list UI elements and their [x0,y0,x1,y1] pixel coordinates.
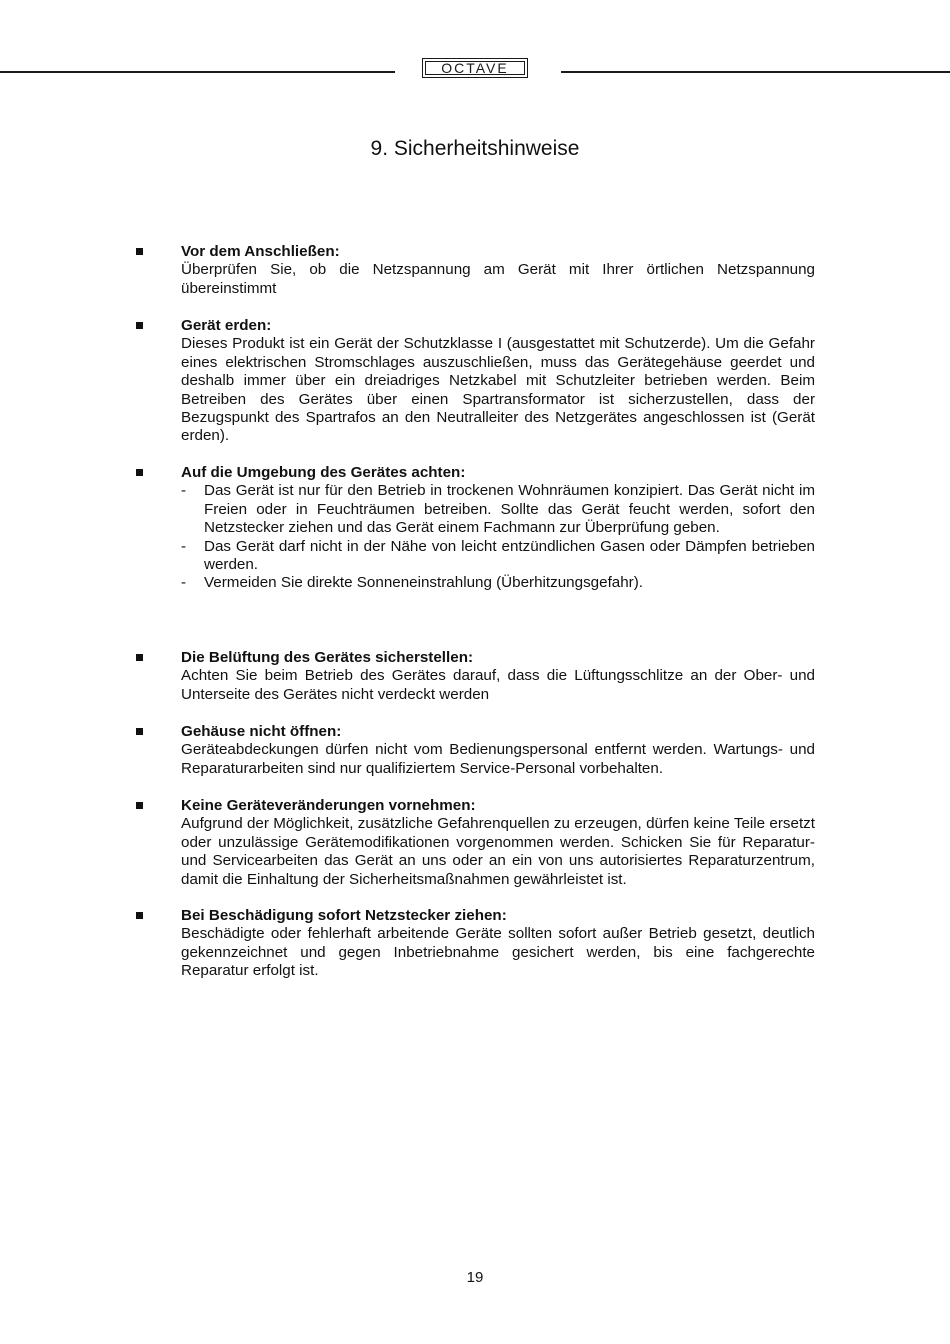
list-item [181,538,815,575]
section-heading: Gerät erden: [181,317,272,334]
safety-section [181,243,815,298]
section-heading: Die Belüftung des Gerätes sicherstellen: [181,649,474,666]
safety-section [181,907,815,981]
header-rule-right [561,71,950,73]
section-heading: Vor dem Anschließen: [181,243,340,260]
section-heading: Gehäuse nicht öffnen: [181,723,342,740]
list-item-text: Das Gerät darf nicht in der Nähe von leicht entzündlichen Gasen oder Dämpfen betrieben werden. [204,537,815,574]
section-body: Achten Sie beim Betrieb des Gerätes darauf, dass die Lüftungsschlitze an der Ober- und Unterseite des Gerätes nicht verdeckt werden [181,667,815,703]
list-item-text: Das Gerät ist nur für den Betrieb in trockenen Wohnräumen konzipiert. Das Gerät nicht im Freien oder in Feuchträumen betreiben. Sollte das Gerät feucht werden, sofort den Netzstecker ziehen und das Gerät einem Fachmann zur Überprüfung geben. [204,482,815,537]
safety-section [181,317,815,446]
section-body: Geräteabdeckungen dürfen nicht vom Bedienungspersonal entfernt werden. Wartungs- und Reparaturarbeiten sind nur qualifiziertem Service-Personal vorbehalten. [181,741,815,777]
dash-marker: - [181,482,187,500]
safety-section [181,464,815,593]
section-body: Beschädigte oder fehlerhaft arbeitende Geräte sollten sofort außer Betrieb gesetzt, deutlich gekennzeichnet und gegen Inbetriebnahme gesichert werden, bis eine fachgerechte Reparatur erfolgt ist. [181,925,815,980]
list-item [181,574,815,592]
page-title: 9. Sicherheitshinweise [370,137,580,160]
section-heading: Auf die Umgebung des Gerätes achten: [181,464,466,481]
bullet-icon [136,654,143,661]
list-item [181,482,815,537]
bullet-icon [136,802,143,809]
section-heading: Keine Geräteveränderungen vornehmen: [181,797,476,814]
dash-marker: - [181,574,187,592]
safety-section [181,649,815,704]
bullet-icon [136,322,143,329]
octave-logo [422,58,528,78]
section-body: Überprüfen Sie, ob die Netzspannung am Gerät mit Ihrer örtlichen Netzspannung übereinstimmt [181,261,815,297]
header-rule-left [0,71,395,73]
bullet-icon [136,912,143,919]
section-heading: Bei Beschädigung sofort Netzstecker ziehen: [181,907,507,924]
bullet-icon [136,248,143,255]
list-item-text: Vermeiden Sie direkte Sonneneinstrahlung (Überhitzungsgefahr). [204,574,644,592]
page-number: 19 [466,1269,484,1286]
logo-text: OCTAVE [425,61,525,75]
bullet-icon [136,728,143,735]
section-body: Dieses Produkt ist ein Gerät der Schutzklasse I (ausgestattet mit Schutzerde). Um die Gefahr eines elektrischen Stromschlages auszuschließen, muss das Gerätegehäuse geerdet und deshalb immer über ein dreiadriges Netzkabel mit Schutzleiter betrieben werden. Beim Betreiben des Gerätes über einen Spartransformator ist sicherzustellen, dass der Bezugspunkt des Spartrafos an den Neutralleiter des Netzgerätes angeschlossen ist (Gerät erden). [181,335,815,445]
bullet-icon [136,469,143,476]
section-body: Aufgrund der Möglichkeit, zusätzliche Gefahrenquellen zu erzeugen, dürfen keine Teile ersetzt oder unzulässige Gerätemodifikationen vorgenommen werden. Schicken Sie für Reparatur- und Servicearbeiten das Gerät an uns oder an ein von uns autorisiertes Reparaturzentrum, damit die Einhaltung der Sicherheitsmaßnahmen gewährleistet ist. [181,815,815,888]
safety-section [181,723,815,778]
dash-marker: - [181,537,187,555]
safety-section [181,797,815,889]
